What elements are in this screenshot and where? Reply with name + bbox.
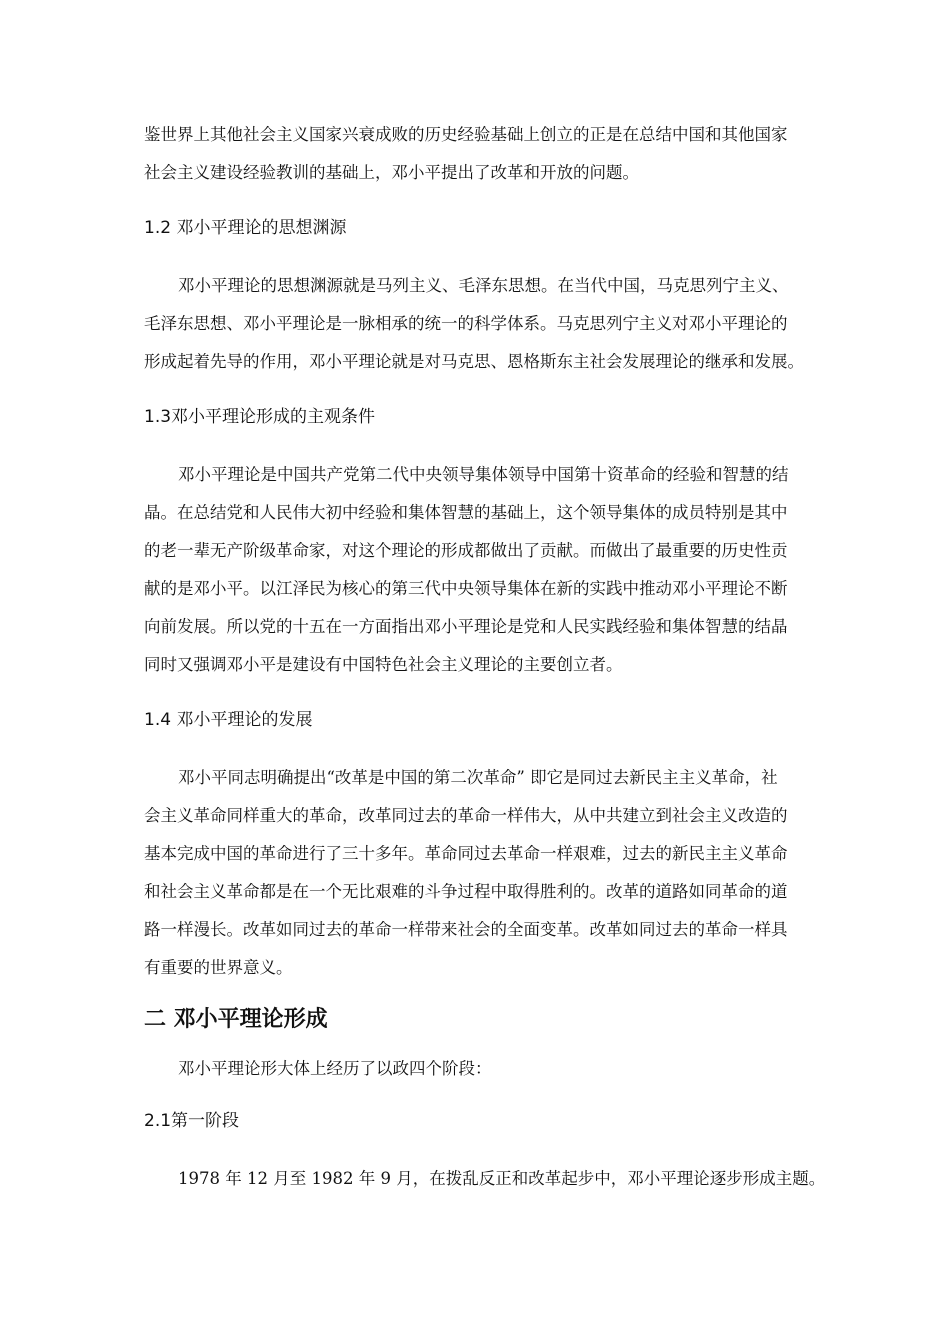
paragraph-line: 献的是邓小平。以江泽民为核心的第三代中央领导集体在新的实践中推动邓小平理论不断 (144, 579, 788, 598)
section-heading-1-4: 1.4 邓小平理论的发展 (144, 710, 313, 730)
section-heading-1-2: 1.2 邓小平理论的思想渊源 (144, 218, 347, 238)
section-heading-2-1: 2.1第一阶段 (144, 1111, 240, 1131)
paragraph-line: 基本完成中国的革命进行了三十多年。革命同过去革命一样艰难，过去的新民主主义革命 (144, 844, 788, 863)
paragraph-line: 晶。在总结党和人民伟大初中经验和集体智慧的基础上，这个领导集体的成员特别是其中 (144, 503, 788, 522)
paragraph-line: 社会主义建设经验教训的基础上，邓小平提出了改革和开放的问题。 (144, 163, 639, 182)
paragraph-line: 向前发展。所以党的十五在一方面指出邓小平理论是党和人民实践经验和集体智慧的结晶 (144, 617, 788, 636)
paragraph-line: 邓小平同志明确提出“改革是中国的第二次革命” 即它是同过去新民主主义革命，社 (178, 768, 778, 787)
paragraph-line: 鉴世界上其他社会主义国家兴衰成败的历史经验基础上创立的正是在总结中国和其他国家 (144, 125, 788, 144)
paragraph-line: 有重要的世界意义。 (144, 958, 293, 977)
paragraph-line: 同时又强调邓小平是建设有中国特色社会主义理论的主要创立者。 (144, 655, 623, 674)
paragraph-line: 毛泽东思想、邓小平理论是一脉相承的统一的科学体系。马克思列宁主义对邓小平理论的 (144, 314, 788, 333)
paragraph-line: 邓小平理论的思想渊源就是马列主义、毛泽东思想。在当代中国，马克思列宁主义、 (178, 276, 789, 295)
paragraph-line: 的老一辈无产阶级革命家，对这个理论的形成都做出了贡献。而做出了最重要的历史性贡 (144, 541, 788, 560)
paragraph-line: 邓小平理论形大体上经历了以政四个阶段： (178, 1059, 492, 1078)
paragraph-line: 1978 年 12 月至 1982 年 9 月，在拨乱反正和改革起步中，邓小平理论逐步形成主题。 (178, 1169, 826, 1188)
paragraph-line: 路一样漫长。改革如同过去的革命一样带来社会的全面变革。改革如同过去的革命一样具 (144, 920, 788, 939)
paragraph-line: 和社会主义革命都是在一个无比艰难的斗争过程中取得胜利的。改革的道路如同革命的道 (144, 882, 788, 901)
paragraph-line: 会主义革命同样重大的革命，改革同过去的革命一样伟大，从中共建立到社会主义改造的 (144, 806, 788, 825)
paragraph-line: 形成起着先导的作用，邓小平理论就是对马克思、恩格斯东主社会发展理论的继承和发展。 (144, 352, 804, 371)
paragraph-line: 邓小平理论是中国共产党第二代中央领导集体领导中国第十资革命的经验和智慧的结 (178, 465, 789, 484)
chapter-heading-2: 二 邓小平理论形成 (144, 1007, 328, 1032)
section-heading-1-3: 1.3邓小平理论形成的主观条件 (144, 407, 376, 427)
